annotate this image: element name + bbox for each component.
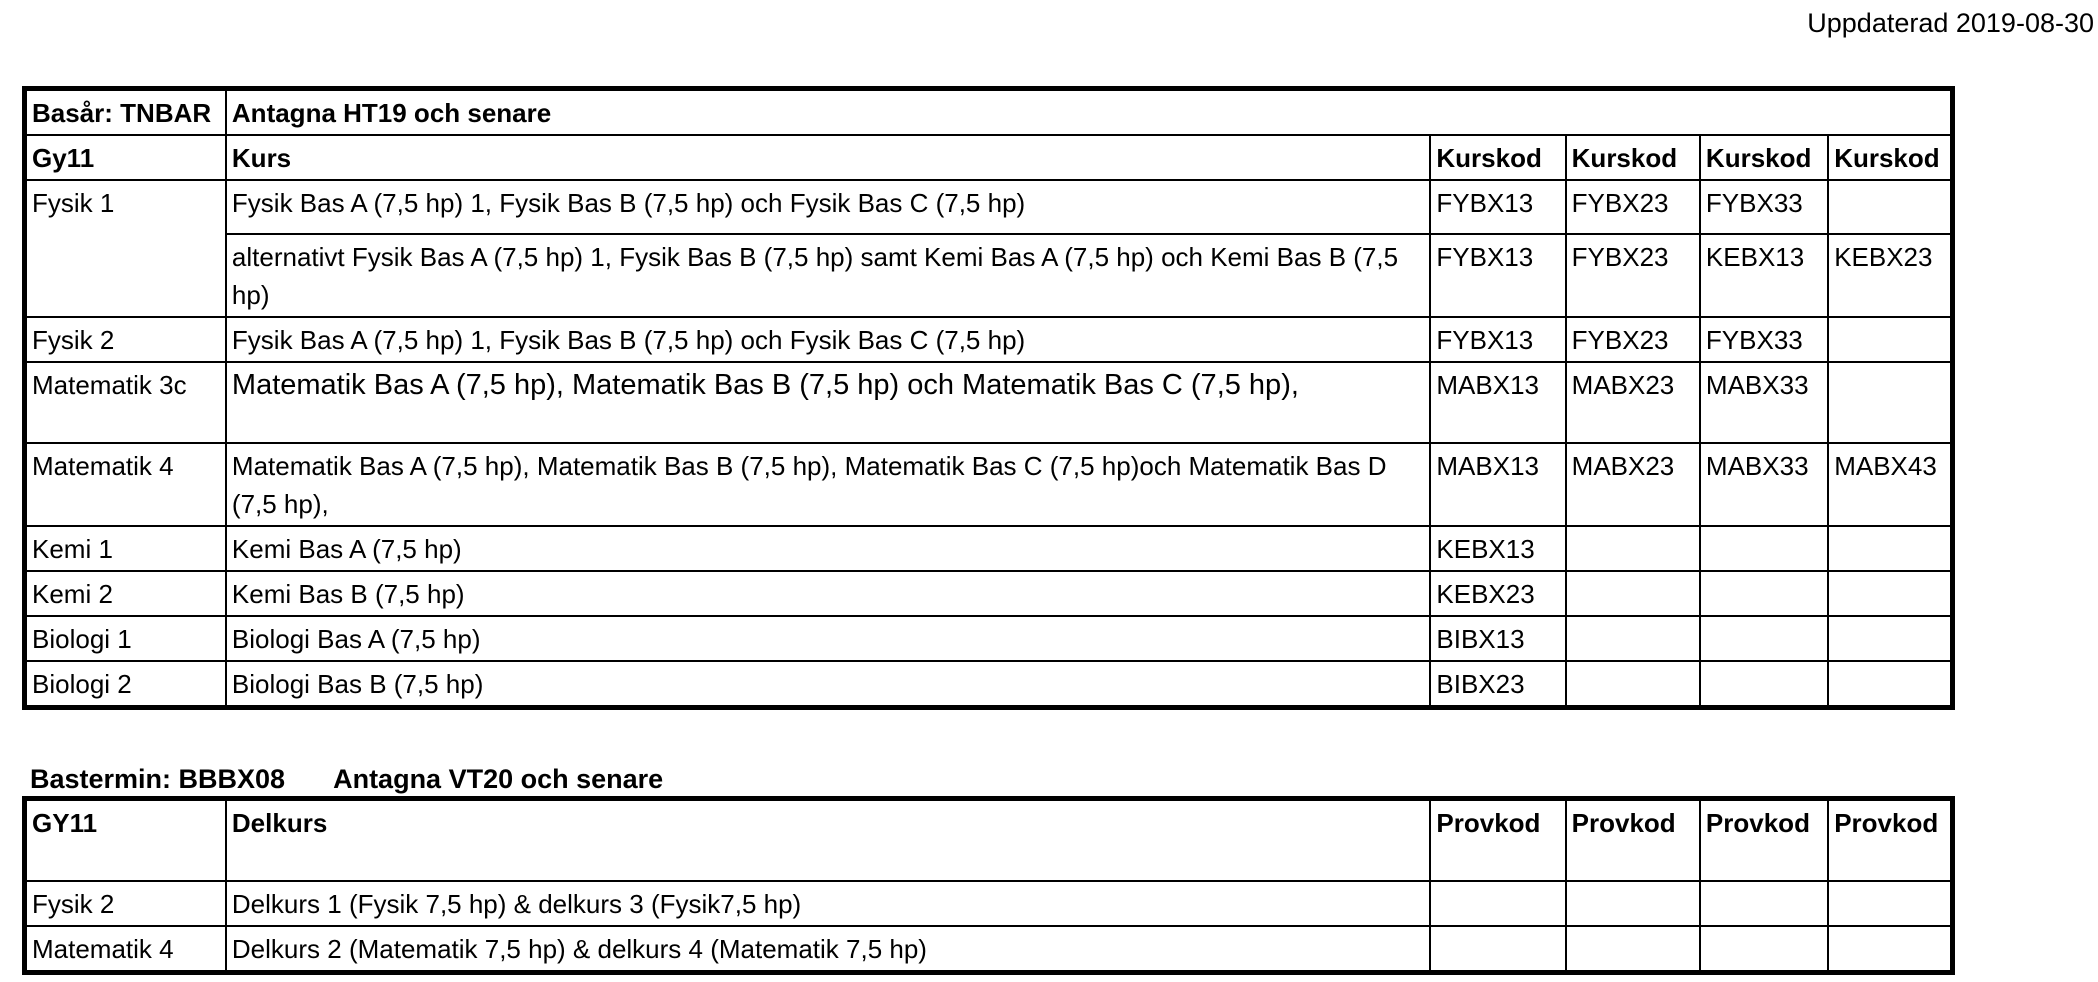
bastermin-table: [22, 796, 1955, 975]
header-gy11: GY11: [25, 799, 226, 881]
code-cell: FYBX23: [1566, 180, 1700, 234]
code-cell: [1700, 926, 1828, 973]
course-cell: Kemi Bas A (7,5 hp): [226, 526, 1430, 571]
code-cell: [1430, 881, 1565, 926]
code-cell: FYBX13: [1430, 180, 1565, 234]
table-row: [25, 443, 1953, 526]
header-kurs: Kurs: [226, 135, 1430, 180]
table-row: [25, 616, 1953, 661]
updated-date: Uppdaterad 2019-08-30: [1807, 8, 2094, 38]
code-cell: MABX23: [1566, 362, 1700, 443]
code-cell: [1566, 616, 1700, 661]
code-cell: [1700, 661, 1828, 708]
code-cell: KEBX23: [1828, 234, 1952, 317]
table-row: [25, 661, 1953, 708]
table-row: [25, 317, 1953, 362]
delkurs-cell: Delkurs 2 (Matematik 7,5 hp) & delkurs 4 (Matematik 7,5 hp): [226, 926, 1430, 973]
code-cell: [1828, 661, 1952, 708]
bastermin-heading: [30, 762, 663, 796]
code-cell: KEBX13: [1700, 234, 1828, 317]
table-row: [25, 180, 1953, 234]
code-cell: [1700, 616, 1828, 661]
code-cell: FYBX23: [1566, 317, 1700, 362]
code-cell: [1828, 616, 1952, 661]
subject-cell: Fysik 1: [25, 180, 226, 317]
code-cell: BIBX23: [1430, 661, 1565, 708]
code-cell: FYBX33: [1700, 317, 1828, 362]
code-cell: MABX43: [1828, 443, 1952, 526]
header-delkurs: Delkurs: [226, 799, 1430, 881]
course-cell: Fysik Bas A (7,5 hp) 1, Fysik Bas B (7,5 hp) och Fysik Bas C (7,5 hp): [226, 317, 1430, 362]
code-cell: [1566, 926, 1700, 973]
subject-cell: Matematik 4: [25, 443, 226, 526]
header-gy11: Gy11: [25, 135, 226, 180]
table-row: [25, 881, 1953, 926]
subject-cell: Biologi 2: [25, 661, 226, 708]
header-kurskod: Kurskod: [1700, 135, 1828, 180]
course-cell: Matematik Bas A (7,5 hp), Matematik Bas B (7,5 hp), Matematik Bas C (7,5 hp)och Matematik Bas D (7,5 hp),: [226, 443, 1430, 526]
code-cell: FYBX33: [1700, 180, 1828, 234]
code-cell: [1828, 317, 1952, 362]
code-cell: [1700, 881, 1828, 926]
header-provkod: Provkod: [1828, 799, 1952, 881]
code-cell: MABX23: [1566, 443, 1700, 526]
header-kurskod: Kurskod: [1430, 135, 1565, 180]
code-cell: FYBX13: [1430, 234, 1565, 317]
subject-cell: Matematik 3c: [25, 362, 226, 443]
code-cell: KEBX23: [1430, 571, 1565, 616]
code-cell: MABX33: [1700, 362, 1828, 443]
code-cell: [1566, 661, 1700, 708]
code-cell: [1828, 926, 1952, 973]
subject-cell: Biologi 1: [25, 616, 226, 661]
code-cell: [1828, 571, 1952, 616]
bastermin-admitted: Antagna VT20 och senare: [333, 764, 664, 794]
course-cell: Biologi Bas A (7,5 hp): [226, 616, 1430, 661]
code-cell: [1566, 881, 1700, 926]
code-cell: [1430, 926, 1565, 973]
header-kurskod: Kurskod: [1828, 135, 1952, 180]
header-provkod: Provkod: [1700, 799, 1828, 881]
basar-label: Basår: TNBAR: [25, 89, 226, 136]
table-row: [25, 362, 1953, 443]
code-cell: [1700, 571, 1828, 616]
subject-cell: Fysik 2: [25, 881, 226, 926]
subject-cell: Fysik 2: [25, 317, 226, 362]
course-cell: alternativt Fysik Bas A (7,5 hp) 1, Fysik Bas B (7,5 hp) samt Kemi Bas A (7,5 hp) och Kemi Bas B (7,5 hp): [226, 234, 1430, 317]
header-provkod: Provkod: [1430, 799, 1565, 881]
bastermin-header-row: [25, 799, 1953, 881]
delkurs-cell: Delkurs 1 (Fysik 7,5 hp) & delkurs 3 (Fysik7,5 hp): [226, 881, 1430, 926]
basar-title-row: [25, 89, 1953, 136]
table-row: [25, 526, 1953, 571]
course-cell: Matematik Bas A (7,5 hp), Matematik Bas B (7,5 hp) och Matematik Bas C (7,5 hp),: [226, 362, 1430, 443]
basar-header-row: [25, 135, 1953, 180]
subject-cell: Kemi 1: [25, 526, 226, 571]
code-cell: MABX33: [1700, 443, 1828, 526]
code-cell: [1700, 526, 1828, 571]
code-cell: [1566, 526, 1700, 571]
code-cell: [1828, 526, 1952, 571]
code-cell: MABX13: [1430, 443, 1565, 526]
table-row: [25, 234, 1953, 317]
code-cell: [1828, 180, 1952, 234]
bastermin-label: Bastermin: BBBX08: [30, 764, 286, 794]
table-row: [25, 926, 1953, 973]
code-cell: MABX13: [1430, 362, 1565, 443]
code-cell: FYBX23: [1566, 234, 1700, 317]
header-provkod: Provkod: [1566, 799, 1700, 881]
course-cell: Biologi Bas B (7,5 hp): [226, 661, 1430, 708]
subject-cell: Matematik 4: [25, 926, 226, 973]
code-cell: [1828, 362, 1952, 443]
header-kurskod: Kurskod: [1566, 135, 1700, 180]
code-cell: FYBX13: [1430, 317, 1565, 362]
code-cell: BIBX13: [1430, 616, 1565, 661]
subject-cell: Kemi 2: [25, 571, 226, 616]
table-row: [25, 571, 1953, 616]
code-cell: KEBX13: [1430, 526, 1565, 571]
course-cell: Kemi Bas B (7,5 hp): [226, 571, 1430, 616]
code-cell: [1566, 571, 1700, 616]
course-cell: Fysik Bas A (7,5 hp) 1, Fysik Bas B (7,5 hp) och Fysik Bas C (7,5 hp): [226, 180, 1430, 234]
basar-admitted: Antagna HT19 och senare: [226, 89, 1953, 136]
basar-table: [22, 86, 1955, 710]
code-cell: [1828, 881, 1952, 926]
